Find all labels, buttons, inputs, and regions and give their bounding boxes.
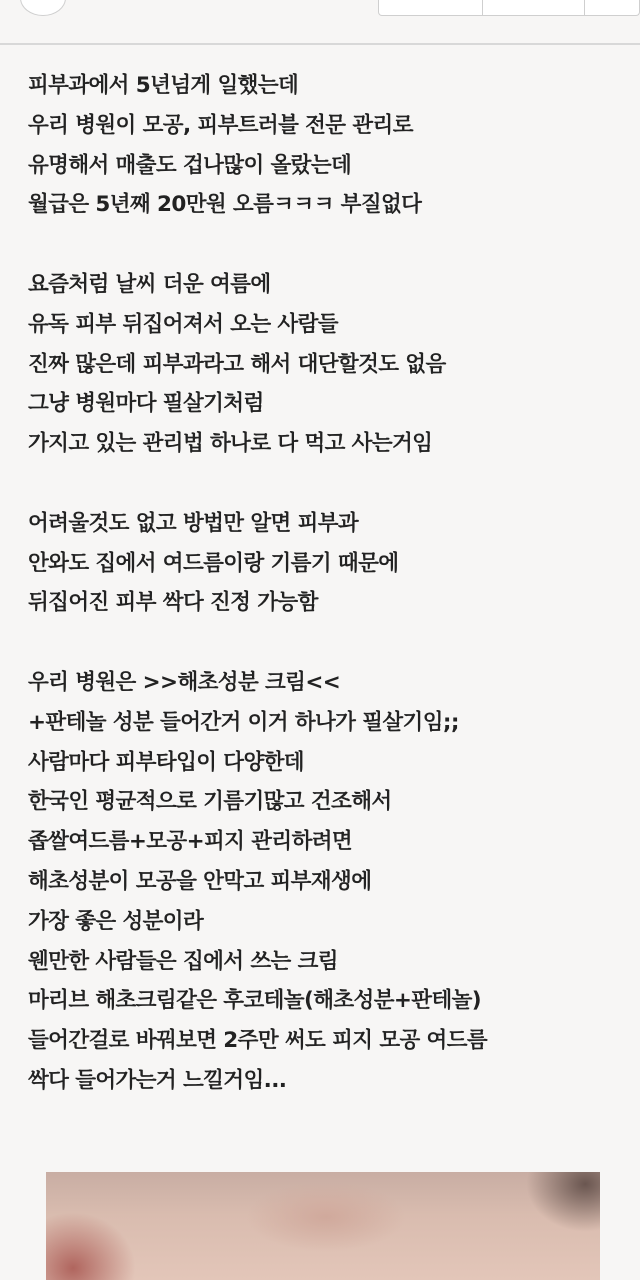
post-text-line: 우리 병원은 >>해초성분 크림<< [28, 669, 341, 695]
post-text-line: 피부과에서 5년넘게 일했는데 [28, 73, 299, 98]
header-divider [0, 43, 640, 45]
post-text-line: 뒤집어진 피부 싹다 진정 가능함 [28, 590, 318, 616]
recommend-button[interactable] [379, 0, 483, 15]
post-text-line: 요즘처럼 날씨 더운 여름에 [28, 271, 271, 297]
post-text-line: 어려울것도 없고 방법만 알면 피부과 [28, 510, 359, 536]
paragraph-gap [28, 225, 618, 265]
post-text-line: 사람마다 피부타입이 다양한데 [28, 749, 304, 775]
post-text-line: 한국인 평균적으로 기름기많고 건조해서 [28, 789, 392, 815]
post-text-line: 좁쌀여드름+모공+피지 관리하려면 [28, 829, 353, 855]
post-text-line: 진짜 많은데 피부과라고 해서 대단할것도 없음 [28, 351, 446, 377]
paragraph-gap [28, 623, 618, 663]
post-text-line: 들어간걸로 바꿔보면 2주만 써도 피지 모공 여드름 [28, 1028, 488, 1054]
post-text-line: 안와도 집에서 여드름이랑 기름기 때문에 [28, 550, 399, 576]
post-text-line: 유명해서 매출도 겁나많이 올랐는데 [28, 152, 352, 178]
comment-button[interactable] [483, 0, 585, 15]
post-photo [46, 1172, 600, 1280]
post-text-line: 월급은 5년째 20만원 오름ㅋㅋㅋ 부질없다 [28, 192, 422, 218]
paragraph-gap [28, 464, 618, 504]
post-text-line: 우리 병원이 모공, 피부트러블 전문 관리로 [28, 112, 413, 138]
post-text-line: +판테놀 성분 들어간거 이거 하나가 필살기임;; [28, 709, 459, 735]
post-text-line: 웬만한 사람들은 집에서 쓰는 크림 [28, 948, 338, 974]
post-body [28, 66, 618, 1101]
post-text-line: 해초성분이 모공을 안막고 피부재생에 [28, 868, 372, 894]
post-text-line: 그냥 병원마다 필살기처럼 [28, 391, 264, 417]
post-text-line: 가장 좋은 성분이라 [28, 908, 204, 934]
post-text-line: 마리브 해초크림같은 후코테놀(해초성분+판테놀) [28, 988, 482, 1014]
post-text-line: 싹다 들어가는거 느낄거임... [28, 1067, 287, 1093]
top-bar [0, 0, 640, 44]
avatar[interactable] [20, 0, 66, 16]
post-text-line: 유독 피부 뒤집어져서 오는 사람들 [28, 311, 338, 337]
post-action-buttons [378, 0, 640, 16]
more-button[interactable] [585, 0, 639, 15]
post-text-line: 가지고 있는 관리법 하나로 다 먹고 사는거임 [28, 431, 433, 457]
